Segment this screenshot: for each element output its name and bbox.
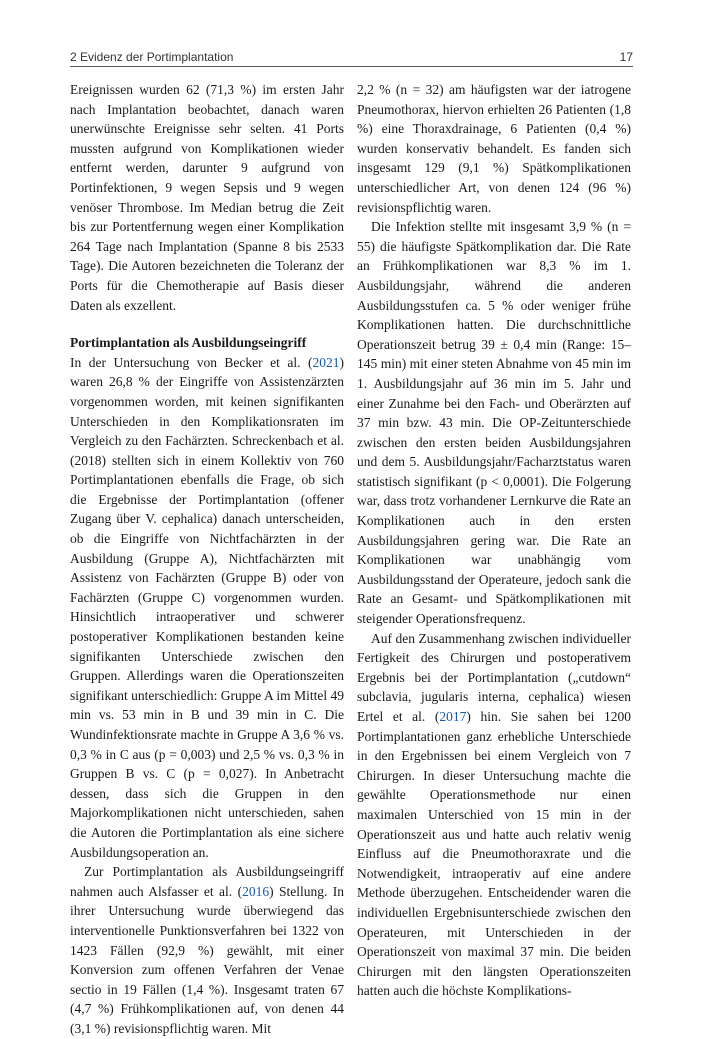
paragraph: In der Untersuchung von Becker et al. (2021) waren 26,8 % der Eingriffe von Assistenzärzten vorgenommen worden, mit keinen signifikanten Unterschieden in den Komplikationsraten im Vergleich zu den Fachärzten. Schreckenbach et al. (2018) stellten sich in einem Kollektiv von 760 Portimplantationen ebenfalls die Frage, ob sich die Ergebnisse der Portimplantation (offener Zugang über V. cephalica) danach unterscheiden, ob die Eingriffe von Nichtfachärzten in der Ausbildung (Gruppe A), Nichtfachärzten mit Assistenz von Fachärzten (Gruppe B) oder von Fachärzten (Gruppe C) vorgenommen wurden. Hinsichtlich intraoperativer und schwerer postoperativer Komplikationen bestanden keine signifikanten Unterschiede zwischen den Gruppen. Allerdings waren die Operationszeiten signifikant unterschiedlich: Gruppe A im Mittel 49 min vs. 53 min in B und 39 min in C. Die Wundinfektionsrate machte in Gruppe A 3,6 % vs. 0,3 % in C aus (p = 0,003) und 2,5 % vs. 0,3 % in Gruppen B vs. C (p = 0,027). In Anbetracht dessen, dass sich die Gruppen in den Majorkomplikationen nicht unterschieden, sahen die Autoren die Portimplantation als eine sichere Ausbildungsoperation an. <box>70 354 344 860</box>
page-number: 17 <box>619 50 633 64</box>
right-column <box>357 80 631 1001</box>
citation-link[interactable]: 2017 <box>439 709 467 724</box>
running-header <box>70 46 633 66</box>
paragraph: Zur Portimplantation als Ausbildungseingriff nahmen auch Alsfasser et al. (2016) Stellung. In ihrer Untersuchung wurde überwiegend das interventionelle Punktionsverfahren bei 1322 von 1423 Fällen (92,9 %) gewählt, mit einer Konversion zum offenen Verfahren der Venae sectio in 19 Fällen (1,4 %). Insgesamt traten 67 (4,7 %) Frühkomplikationen auf, von denen 44 (3,1 %) revisionspflichtig waren. Mit <box>70 864 344 1036</box>
citation-link[interactable]: 2016 <box>242 883 270 899</box>
header-rule <box>70 66 633 67</box>
citation-link[interactable]: 2021 <box>312 354 340 370</box>
section-heading: Portimplantation als Ausbildungseingriff <box>70 335 307 351</box>
paragraph: Auf den Zusammenhang zwischen individueller Fertigkeit des Chirurgen und postoperativem Ergebnis bei der Portimplantation („cutdown“ subclavia, jugularis interna, cephalica) wiesen Ertel et al. (2017) hin. Sie sahen bei 1200 Portimplantationen ganz erhebliche Unterschiede in den Ergebnissen bei einem Vergleich von 7 Chirurgen. In dieser Untersuchung machte die gewählte Operationsmethode nur einen maximalen Unterschied von 15 min in der Operationszeit aus und hatte auch relativ wenig Einfluss auf die Pneumothoraxrate und die Notwendigkeit, intraoperativ auf eine andere Methode überzugehen. Entscheidender waren die individuellen Ergebnisunterschiede zwischen den Operateuren, mit Unterschieden in der Operationszeit von maximal 37 min. Die beiden Chirurgen mit den längsten Operationszeiten hatten auch die höchste Komplikations- <box>357 630 631 999</box>
paragraph: Die Infektion stellte mit insgesamt 3,9 % (n = 55) die häufigste Spätkomplikation dar. Die Rate an Frühkomplikationen war 8,3 % im 1. Ausbildungsjahr, während die anderen Ausbildungsstufen ca. 5 % oder weniger frühe Komplikationen hatten. Die durchschnittliche Operationszeit betrug 39 ± 0,4 min (Range: 15–145 min) mit einer steten Abnahme von 45 min im 1. Ausbildungsjahr auf 36 min im 5. Jahr und einer Zunahme bei den Fach- und Oberärzten auf 37 min bzw. 43 min. Die OP-Zeitunterschiede zwischen den ersten beiden Ausbildungsjahren und dem 5. Ausbildungsjahr/Facharztstatus waren statistisch signifikant (p < 0,0001). Die Folgerung war, dass trotz vorhandener Lernkurve die Rate an Komplikationen auch in den ersten Ausbildungsjahren gering war. Die Rate an Komplikationen war unabhängig vom Ausbildungsstand der Operateure, jedoch sank die Rate an Gesamt- und Spätkomplikationen mit steigender Operationsfrequenz. <box>357 219 631 627</box>
paragraph: Ereignissen wurden 62 (71,3 %) im ersten Jahr nach Implantation beobachtet, danach waren unerwünschte Ereignisse sehr selten. 41 Ports mussten aufgrund von Komplikationen wieder entfernt werden, darunter 9 aufgrund von Portinfektionen, 9 wegen Sepsis und 9 wegen venöser Thrombose. Im Median betrug die Zeit bis zur Portentfernung wegen einer Komplikation 264 Tage nach Implantation (Spanne 8 bis 2533 Tage). Die Autoren bezeichneten die Toleranz der Ports für die Chemotherapie auf Basis dieser Daten als exzellent. <box>70 82 344 313</box>
chapter-title: 2 Evidenz der Portimplantation <box>70 50 234 64</box>
paragraph: 2,2 % (n = 32) am häufigsten war der iatrogene Pneumothorax, hiervon erhielten 26 Patienten (1,8 %) eine Thoraxdrainage, 6 Patienten (0,4 %) wurden konservativ behandelt. Es fanden sich insgesamt 129 (9,1 %) Spätkomplikationen unterschiedlicher Art, von denen 124 (96 %) revisionspflichtig waren. <box>357 82 631 215</box>
left-column <box>70 80 344 1039</box>
